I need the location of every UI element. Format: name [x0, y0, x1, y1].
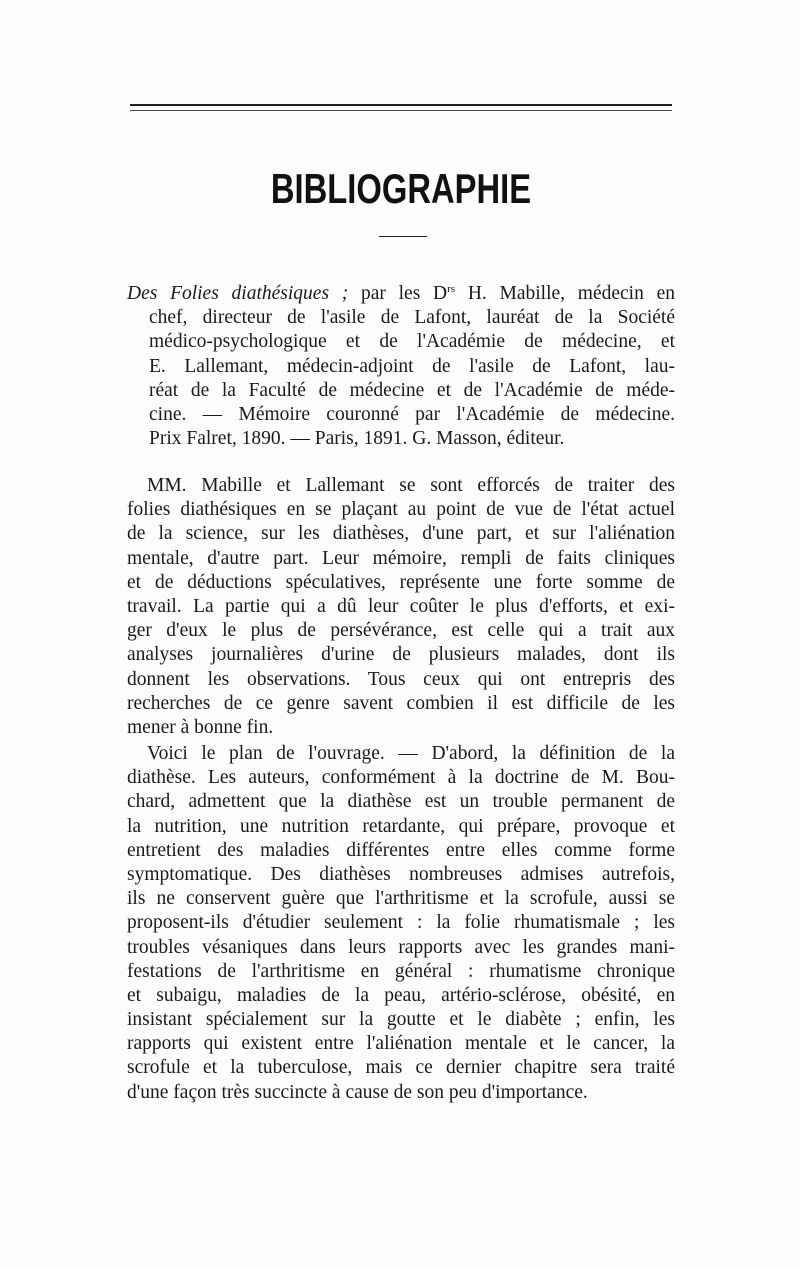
- paragraph-1: [127, 474, 675, 740]
- paragraph-line: proposent-ils d'étudier seulement : la folie rhumatismale ; les: [127, 912, 675, 934]
- paragraph-line: festations de l'arthritisme en général : rhumatisme chronique: [127, 960, 675, 982]
- paragraph-line: analyses journalières d'urine de plusieurs malades, dont ils: [127, 644, 675, 666]
- paragraph-line: diathèse. Les auteurs, conformément à la doctrine de M. Bou-: [127, 767, 675, 789]
- paragraph-line: ger d'eux le plus de persévérance, est celle qui a trait aux: [127, 620, 675, 642]
- section-title: BIBLIOGRAPHIE: [270, 165, 532, 212]
- paragraph-line: chard, admettent que la diathèse est un trouble permanent de: [127, 791, 675, 813]
- paragraph-line: entretient des maladies différentes entre elles comme forme: [127, 839, 675, 861]
- paragraph-line: et subaigu, maladies de la peau, artério-sclérose, obésité, en: [127, 984, 675, 1006]
- paragraph-line: donnent les observations. Tous ceux qui ont entrepris des: [127, 668, 675, 690]
- paragraph-line: la nutrition, une nutrition retardante, qui prépare, provoque et: [127, 815, 675, 837]
- paragraph-line: symptomatique. Des diathèses nombreuses admises autrefois,: [127, 863, 675, 885]
- bibliographic-reference: [127, 282, 675, 451]
- reference-line: chef, directeur de l'asile de Lafont, lauréat de la Société: [149, 307, 675, 329]
- paragraph-line: travail. La partie qui a dû leur coûter le plus d'efforts, et exi-: [127, 595, 675, 617]
- paragraph-line: d'une façon très succincte à cause de son peu d'importance.: [127, 1081, 588, 1103]
- paragraph-line: rapports qui existent entre l'aliénation mentale et le cancer, la: [127, 1033, 675, 1055]
- reference-text: H. Mabille, médecin en: [455, 283, 675, 304]
- reference-line: médico-psychologique et de l'Académie de médecine, et: [149, 331, 675, 353]
- paragraph-line: mentale, d'autre part. Leur mémoire, rempli de faits cliniques: [127, 547, 675, 569]
- paragraph-line: scrofule et la tuberculose, mais ce dernier chapitre sera traité: [127, 1057, 675, 1079]
- book-title: Des Folies diathésiques ;: [127, 283, 349, 304]
- paragraph-line: insistant spécialement sur la goutte et le diabète ; enfin, les: [127, 1009, 675, 1031]
- paragraph-line: folies diathésiques en se plaçant au point de vue de l'état actuel: [127, 499, 675, 521]
- top-double-rule: [130, 104, 672, 106]
- reference-line: cine. — Mémoire couronné par l'Académie de médecine.: [149, 403, 675, 425]
- paragraph-line: ils ne conservent guère que l'arthritisme et la scrofule, aussi se: [127, 888, 675, 910]
- paragraph-line: Voici le plan de l'ouvrage. — D'abord, la définition de la: [147, 743, 675, 764]
- reference-line: E. Lallemant, médecin-adjoint de l'asile de Lafont, lau-: [149, 355, 675, 377]
- paragraph-2: [127, 742, 675, 1105]
- title-divider: [379, 236, 427, 237]
- paragraph-line: recherches de ce genre savent combien il est difficile de les: [127, 692, 675, 714]
- paragraph-line: troubles vésaniques dans leurs rapports avec les grandes mani-: [127, 936, 675, 958]
- reference-line: réat de la Faculté de médecine et de l'Académie de méde-: [149, 379, 675, 401]
- reference-line: Prix Falret, 1890. — Paris, 1891. G. Masson, éditeur.: [149, 428, 565, 450]
- paragraph-line: de la science, sur les diathèses, d'une part, et sur l'aliénation: [127, 523, 675, 545]
- reference-text: par les D: [348, 283, 448, 304]
- paragraph-line: MM. Mabille et Lallemant se sont efforcés de traiter des: [147, 475, 675, 496]
- reference-line: [127, 282, 675, 306]
- top-double-rule-lower: [130, 110, 672, 111]
- paragraph-line: et de déductions spéculatives, représente une forte somme de: [127, 571, 675, 593]
- paragraph-line: mener à bonne fin.: [127, 716, 274, 738]
- superscript: rs: [447, 283, 456, 295]
